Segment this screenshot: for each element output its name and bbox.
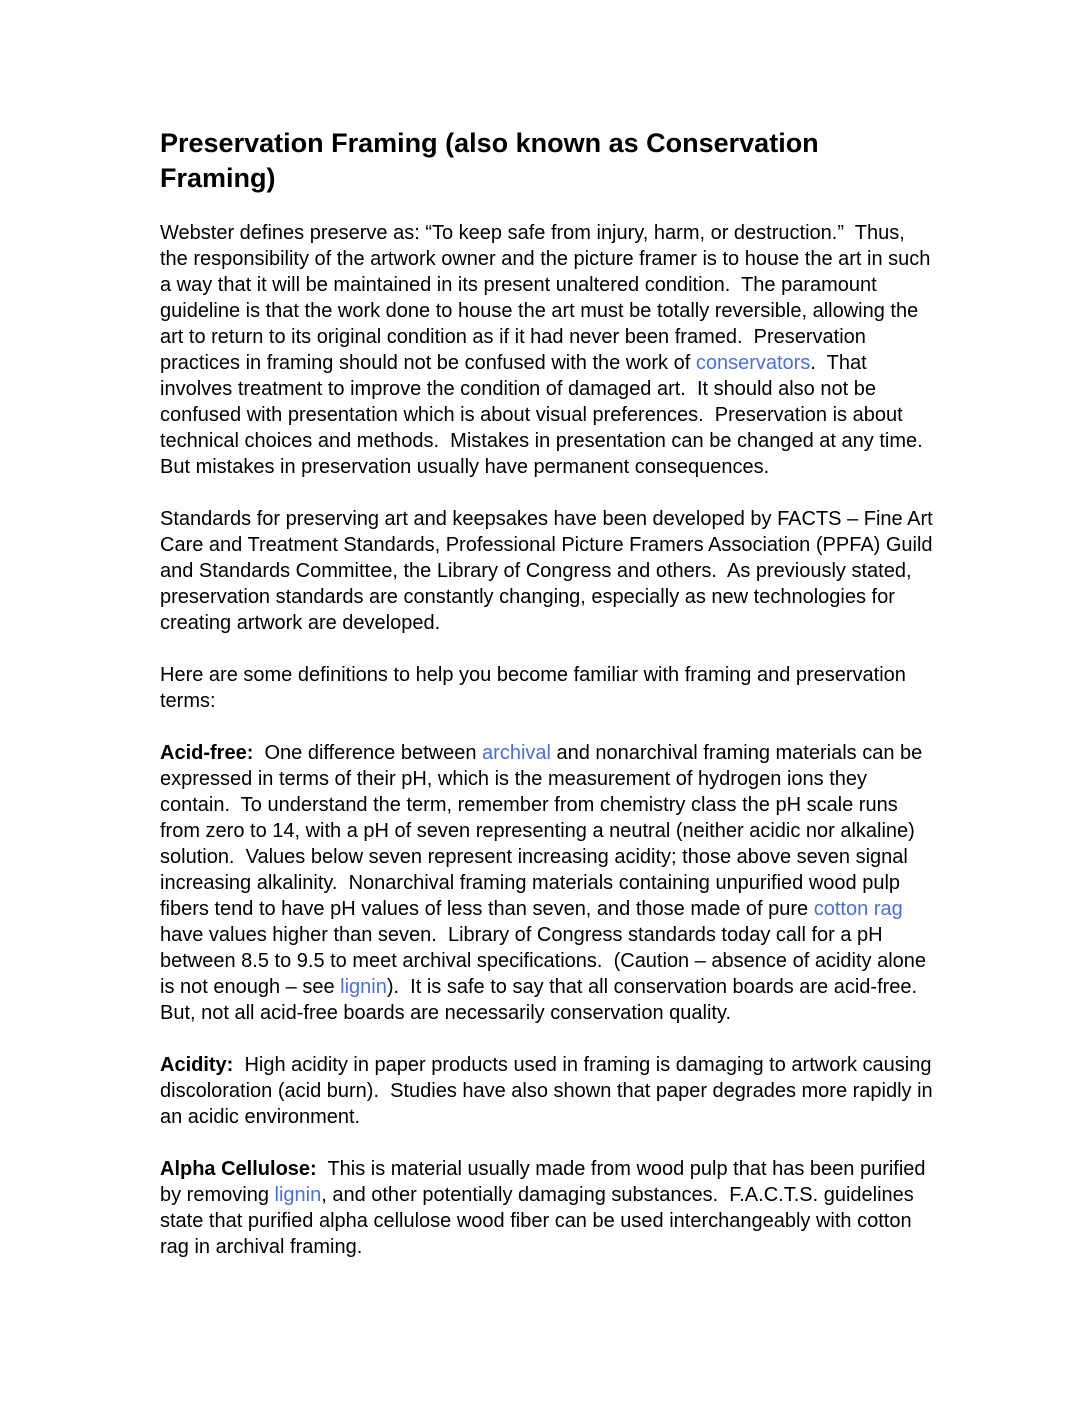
document-body [160,220,938,1260]
text-run: , and other potentially damaging substances. F.A.C.T.S. guidelines state that purified alpha cellulose wood fiber can be used interchangeably with cotton rag in archival framing. [160,1184,920,1258]
link-lignin[interactable]: lignin [340,976,387,998]
text-run: Here are some definitions to help you become familiar with framing and preservation terms: [160,664,912,712]
text-run: Standards for preserving art and keepsakes have been developed by FACTS – Fine Art Care and Treatment Standards, Professional Picture Framers Association (PPFA) Guild and Standards Committee, the Library of Congress and others. As previously stated, preservation standards are constantly changing, especially as new technologies for creating artwork are developed. [160,508,939,634]
text-run: Webster defines preserve as: “To keep safe from injury, harm, or destruction.” Thus, the responsibility of the artwork owner and the picture framer is to house the art in such a way that it will be maintained in its present unaltered condition. The paramount guideline is that the work done to house the art must be totally reversible, allowing the art to return to its original condition as if it had never been framed. Preservation practices in framing should not be confused with the work of [160,222,936,374]
paragraph [160,740,938,1026]
paragraph [160,1052,938,1130]
term-label: Alpha Cellulose: [160,1158,317,1180]
text-run: High acidity in paper products used in framing is damaging to artwork causing discoloration (acid burn). Studies have also shown that paper degrades more rapidly in an acidic environment. [160,1054,939,1128]
term-label: Acidity: [160,1054,234,1076]
text-run: and nonarchival framing materials can be expressed in terms of their pH, which is the measurement of hydrogen ions they contain. To understand the term, remember from chemistry class the pH scale runs from zero to 14, with a pH of seven representing a neutral (neither acidic nor alkaline) solution. Values below seven represent increasing acidity; those above seven signal increasing alkalinity. Nonarchival framing materials containing unpurified wood pulp fibers tend to have pH values of less than seven, and those made of pure [160,742,928,920]
page-title: Preservation Framing (also known as Conservation Framing) [160,128,819,193]
paragraph [160,506,938,636]
paragraph [160,1156,938,1260]
paragraph [160,662,938,714]
link-lignin[interactable]: lignin [274,1184,322,1206]
term-label: Acid-free: [160,742,254,764]
text-run: ). It is safe to say that all conservation boards are acid-free. But, not all acid-free boards are necessarily conservation quality. [160,976,929,1024]
text-run: This is material usually made from wood pulp that has been purified by removing [160,1158,932,1206]
link-archival[interactable]: archival [482,742,551,764]
text-run: have values higher than seven. Library of Congress standards today call for a pH between 8.5 to 9.5 to meet archival specifications. (Caution – absence of acidity alone is not enough – see [160,898,932,998]
text-run: . That involves treatment to improve the condition of damaged art. It should also not be confused with presentation which is about visual preferences. Preservation is about technical choices and methods. Mistakes in presentation can be changed at any time. But mistakes in preservation usually have permanent consequences. [160,352,934,478]
paragraph [160,220,938,480]
link-cotton-rag[interactable]: cotton rag [813,898,903,920]
link-conservators[interactable]: conservators [695,352,811,374]
text-run: One difference between [253,742,483,764]
